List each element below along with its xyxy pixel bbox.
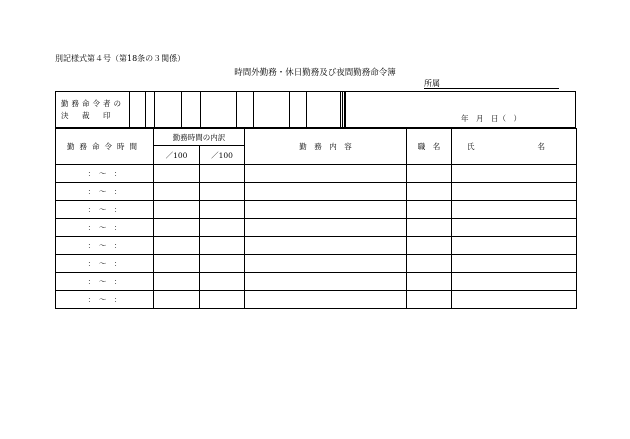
cell-100-b[interactable] (200, 273, 245, 291)
cell-work-content[interactable] (245, 183, 407, 201)
cell-position[interactable] (407, 255, 452, 273)
cell-position[interactable] (407, 183, 452, 201)
header-position: 職 名 (407, 129, 452, 165)
cell-100-a[interactable] (154, 291, 200, 309)
time-cell[interactable]: ： ～ ： (56, 237, 154, 255)
cell-100-a[interactable] (154, 255, 200, 273)
cell-work-content[interactable] (245, 165, 407, 183)
time-cell[interactable]: ： ～ ： (56, 273, 154, 291)
cell-name[interactable] (452, 219, 577, 237)
cell-100-b[interactable] (200, 291, 245, 309)
approval-date: 年 月 日（ ） (461, 114, 521, 123)
cell-position[interactable] (407, 165, 452, 183)
document-title: 時間外勤務・休日勤務及び夜間勤務命令簿 (234, 68, 396, 78)
cell-100-a[interactable] (154, 237, 200, 255)
cell-position[interactable] (407, 273, 452, 291)
table-row (56, 273, 577, 291)
department-underline (424, 88, 559, 89)
table-row (56, 165, 577, 183)
cell-100-b[interactable] (200, 201, 245, 219)
approval-seal-label: 勤務命令者の 決 裁 印 (61, 99, 124, 120)
approval-seal-box (55, 91, 576, 128)
cell-100-b[interactable] (200, 165, 245, 183)
header-order-time: 勤務命令時間 (56, 129, 154, 165)
cell-name[interactable] (452, 255, 577, 273)
time-cell[interactable]: ： ～ ： (56, 219, 154, 237)
seal-divider (253, 92, 254, 127)
time-cell[interactable]: ： ～ ： (56, 201, 154, 219)
cell-100-a[interactable] (154, 183, 200, 201)
cell-position[interactable] (407, 219, 452, 237)
cell-100-a[interactable] (154, 201, 200, 219)
cell-100-a[interactable] (154, 165, 200, 183)
table-row (56, 201, 577, 219)
cell-100-a[interactable] (154, 273, 200, 291)
cell-work-content[interactable] (245, 255, 407, 273)
cell-work-content[interactable] (245, 273, 407, 291)
cell-position[interactable] (407, 237, 452, 255)
seal-divider (340, 92, 341, 127)
time-cell[interactable]: ： ～ ： (56, 255, 154, 273)
table-row (56, 291, 577, 309)
header-breakdown: 勤務時間の内訳 (154, 129, 245, 146)
header-work-content: 勤 務 内 容 (245, 129, 407, 165)
cell-100-b[interactable] (200, 255, 245, 273)
cell-100-b[interactable] (200, 237, 245, 255)
seal-divider (145, 92, 146, 127)
cell-work-content[interactable] (245, 291, 407, 309)
time-cell[interactable]: ： ～ ： (56, 165, 154, 183)
table-row (56, 255, 577, 273)
cell-name[interactable] (452, 201, 577, 219)
table-header-row (56, 129, 577, 146)
cell-name[interactable] (452, 165, 577, 183)
order-table (55, 128, 577, 309)
cell-position[interactable] (407, 291, 452, 309)
seal-divider (289, 92, 290, 127)
seal-divider (154, 92, 155, 127)
cell-name[interactable] (452, 237, 577, 255)
time-cell[interactable]: ： ～ ： (56, 291, 154, 309)
seal-divider (306, 92, 307, 127)
table-row (56, 219, 577, 237)
cell-name[interactable] (452, 183, 577, 201)
header-100-a: ／100 (154, 146, 200, 165)
cell-position[interactable] (407, 201, 452, 219)
cell-work-content[interactable] (245, 219, 407, 237)
seal-divider (200, 92, 201, 127)
seal-divider (236, 92, 237, 127)
cell-100-b[interactable] (200, 183, 245, 201)
cell-work-content[interactable] (245, 201, 407, 219)
table-row (56, 237, 577, 255)
cell-name[interactable] (452, 273, 577, 291)
seal-divider (129, 92, 130, 127)
cell-work-content[interactable] (245, 237, 407, 255)
department-label: 所属 (424, 79, 440, 88)
cell-100-b[interactable] (200, 219, 245, 237)
cell-name[interactable] (452, 291, 577, 309)
form-reference: 別記様式第４号（第18条の３関係） (55, 54, 186, 63)
seal-divider (181, 92, 182, 127)
seal-divider (342, 92, 343, 127)
seal-divider-thick (344, 92, 346, 127)
header-100-b: ／100 (200, 146, 245, 165)
time-cell[interactable]: ： ～ ： (56, 183, 154, 201)
cell-100-a[interactable] (154, 219, 200, 237)
header-name: 氏 名 (452, 129, 577, 165)
table-row (56, 183, 577, 201)
